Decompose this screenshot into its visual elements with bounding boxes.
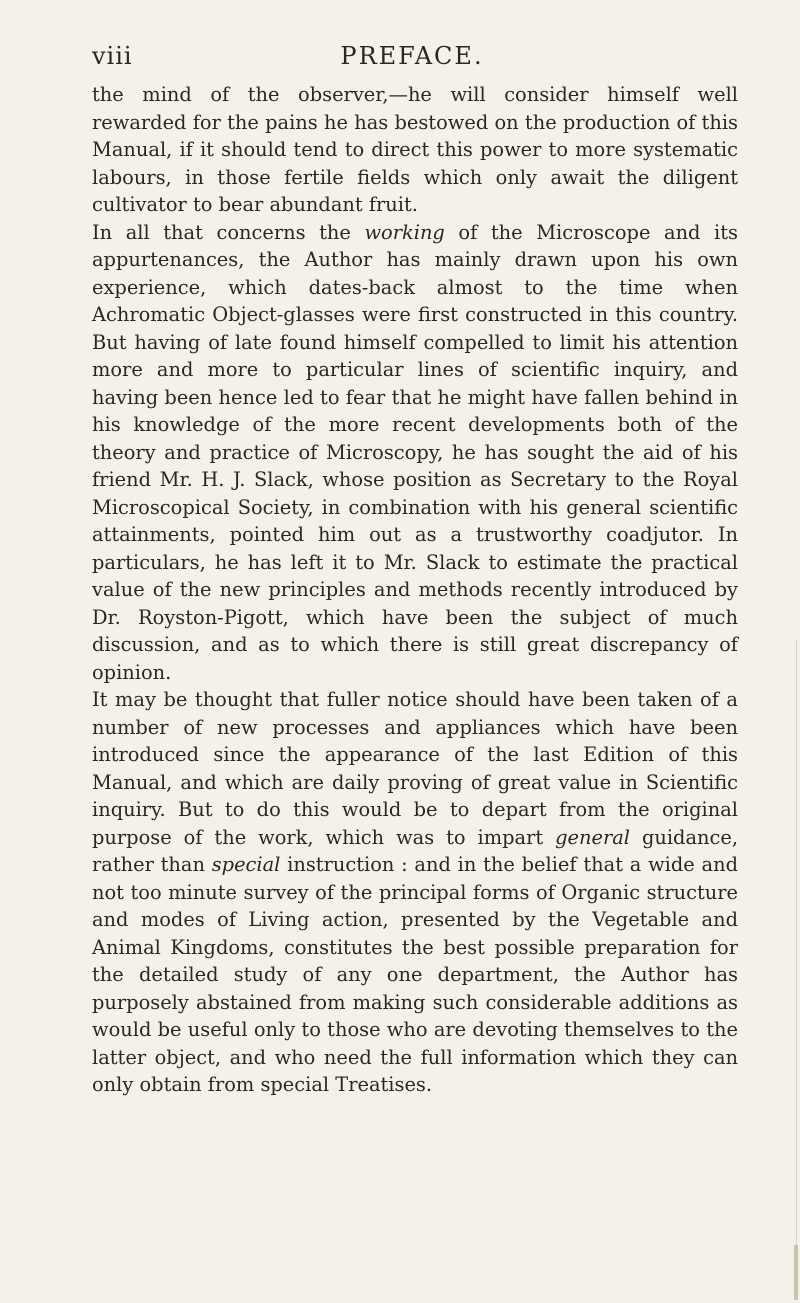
paragraph-2-text-b: of the Microscope and its appurtenances, the Author has mainly drawn upon his own experience, which dates-back almost to the time when Achromatic Object-glasses were first constructed in this country. But having of late found himself compelled to limit his attention more and more to particular lines of scientific inquiry, and having been hence led to fear that he might have fallen behind in his knowledge of the more recent developments both of the theory and practice of Microscopy, he has sought the aid of his friend Mr. H. J. Slack, whose position as Secretary to the Royal Microscopical Society, in combination with his general scientific attainments, pointed him out as a trustworthy coadjutor. In particulars, he has left it to Mr. Slack to estimate the practical value of the new principles and methods recently introduced by Dr. Royston-Pigott, which have been the subject of much discussion, and as to which there is still great discrepancy of opinion. <box>92 220 738 684</box>
paragraph-3 <box>92 686 738 1099</box>
paragraph-2-text-a: In all that concerns the <box>92 220 365 244</box>
paragraph-1-text: the mind of the observer,—he will consider himself well rewarded for the pains he has bestowed on the production of this Manual, if it should tend to direct this power to more systematic labours, in those fertile fields which only await the diligent cultivator to bear abundant fruit. <box>92 83 738 216</box>
body-text <box>92 81 738 1099</box>
page-number: viii <box>92 42 133 70</box>
italic-general: general <box>555 825 630 849</box>
running-title: PREFACE. <box>340 42 484 70</box>
paragraph-2 <box>92 219 738 687</box>
italic-working: working <box>364 220 445 244</box>
paragraph-3-text-b: guidance, rather than <box>92 825 739 876</box>
page-edge-shadow <box>796 640 797 1290</box>
page-header <box>92 42 732 72</box>
paragraph-3-text-a: It may be thought that fuller notice should have been taken of a number of new processes and appliances which have been introduced since the appearance of the last Edition of this Manual, and which are daily proving of great value in Scientific inquiry. But to do this would be to depart from the original purpose of the work, which was to impart <box>92 688 738 849</box>
paragraph-3-text-c: instruction : and in the belief that a wide and not too minute survey of the principal forms of Organic structure and modes of Living action, presented by the Vegetable and Animal Kingdoms, constitutes the best possible preparation for the detailed study of any one department, the Author has purposely abstained from making such considerable additions as would be useful only to those who are devoting themselves to the latter object, and who need the full information which they can only obtain from special Treatises. <box>92 853 738 1096</box>
page-edge-mark <box>794 1245 798 1300</box>
italic-special: special <box>211 853 281 876</box>
paragraph-1 <box>92 81 738 219</box>
